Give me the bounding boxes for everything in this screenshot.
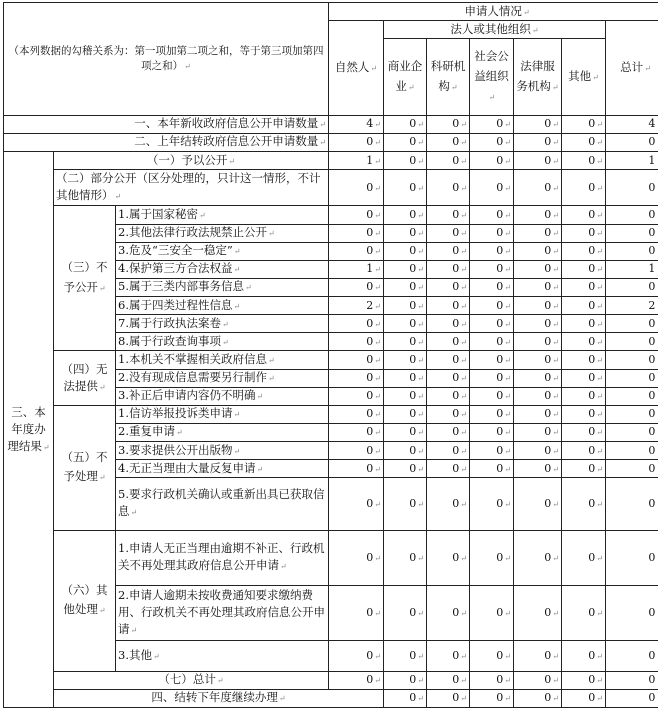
group-6-label: （六）其他处理 ↵	[54, 530, 116, 671]
cell-new-other: 0 ↵	[562, 115, 606, 133]
row-g3-3: 3.危及“三安全一稳定” ↵ 0 ↵ 0 ↵ 0 ↵ 0 ↵ 0 ↵ 0 ↵ 0 ↵	[4, 242, 658, 260]
cell-g3-4-other: 0 ↵	[562, 260, 606, 278]
cell-g7-total: 0 ↵	[606, 671, 658, 689]
cell-g4-3-other: 0 ↵	[562, 387, 606, 405]
cell-g3-4-commercial: 0 ↵	[384, 260, 427, 278]
cell-g1-legal: 0 ↵	[514, 152, 562, 170]
cell-carry-natural: 0 ↵	[329, 133, 384, 151]
cell-g3-7-legal: 0 ↵	[514, 315, 562, 333]
cell-g5-3-natural: 0 ↵	[329, 442, 384, 460]
cell-g5-5-legal: 0 ↵	[514, 478, 562, 530]
cell-g5-1-other: 0 ↵	[562, 405, 606, 423]
cell-g5-4-other: 0 ↵	[562, 460, 606, 478]
row-g6-1: （六）其他处理 ↵ 1.申请人无正当理由逾期不补正、行政机关不再处理其政府信息公开申请 ↵ 0 ↵ 0 ↵ 0 ↵ 0 ↵ 0 ↵ 0 ↵ 0 ↵	[4, 530, 658, 585]
cell-g3-6-natural: 2 ↵	[329, 297, 384, 315]
cell-g3-3-social: 0 ↵	[470, 242, 514, 260]
row-g2: （二）部分公开（区分处理的，只计这一情形，不计其他情形） ↵ 0 ↵ 0 ↵ 0 ↵ 0 ↵ 0 ↵ 0 ↵ 0 ↵	[4, 170, 658, 206]
cell-g5-2-commercial: 0 ↵	[384, 423, 427, 441]
cell-g7-legal: 0 ↵	[514, 671, 562, 689]
cell-g6-3-total: 0 ↵	[606, 641, 658, 671]
cell-g5-2-natural: 0 ↵	[329, 423, 384, 441]
cell-g2-other: 0 ↵	[562, 170, 606, 206]
cell-g3-5-other: 0 ↵	[562, 278, 606, 296]
header-research: 科研机构 ↵	[427, 39, 470, 116]
cell-g3-7-social: 0 ↵	[470, 315, 514, 333]
row-g4-1: （四）无法提供 ↵ 1.本机关不掌握相关政府信息 ↵ 0 ↵ 0 ↵ 0 ↵ 0 ↵ 0 ↵ 0 ↵ 0 ↵	[4, 351, 658, 369]
cell-g4-1-total: 0 ↵	[606, 351, 658, 369]
cell-g6-2-social: 0 ↵	[470, 586, 514, 641]
cell-g6-1-total: 0 ↵	[606, 530, 658, 585]
cell-g3-2-legal: 0 ↵	[514, 224, 562, 242]
cell-g5-3-other: 0 ↵	[562, 442, 606, 460]
cell-g2-social: 0 ↵	[470, 170, 514, 206]
cell-g5-3-social: 0 ↵	[470, 442, 514, 460]
row-g5-3: 3.要求提供公开出版物 ↵ 0 ↵ 0 ↵ 0 ↵ 0 ↵ 0 ↵ 0 ↵ 0 ↵	[4, 442, 658, 460]
cell-g5-5-total: 0 ↵	[606, 478, 658, 530]
cell-g7-commercial: 0 ↵	[384, 671, 427, 689]
cell-carry-legal: 0 ↵	[514, 133, 562, 151]
cell-g3-1-commercial: 0 ↵	[384, 206, 427, 224]
cell-g3-6-commercial: 0 ↵	[384, 297, 427, 315]
cell-g3-6-legal: 0 ↵	[514, 297, 562, 315]
cell-carry-other: 0 ↵	[562, 133, 606, 151]
cell-g3-8-research: 0 ↵	[427, 333, 470, 351]
row-g3-1: （三）不予公开 ↵ 1.属于国家秘密 ↵ 0 ↵ 0 ↵ 0 ↵ 0 ↵ 0 ↵ 0 ↵ 0 ↵	[4, 206, 658, 224]
cell-g3-3-legal: 0 ↵	[514, 242, 562, 260]
cell-new-natural: 4 ↵	[329, 115, 384, 133]
cell-g3-7-total: 0 ↵	[606, 315, 658, 333]
cell-g4-2-total: 0 ↵	[606, 369, 658, 387]
cell-g3-4-natural: 1 ↵	[329, 260, 384, 278]
cell-g5-1-social: 0 ↵	[470, 405, 514, 423]
cell-g6-3-social: 0 ↵	[470, 641, 514, 671]
row-g4-3: 3.补正后申请内容仍不明确 ↵ 0 ↵ 0 ↵ 0 ↵ 0 ↵ 0 ↵ 0 ↵ 0 ↵	[4, 387, 658, 405]
cell-g5-4-natural: 0 ↵	[329, 460, 384, 478]
header-total: 总计 ↵	[606, 21, 658, 116]
cell-g6-2-total: 0 ↵	[606, 586, 658, 641]
cell-g6-2-natural: 0 ↵	[329, 586, 384, 641]
cell-g6-2-commercial: 0 ↵	[384, 586, 427, 641]
cell-g6-2-other: 0 ↵	[562, 586, 606, 641]
cell-g4-2-commercial: 0 ↵	[384, 369, 427, 387]
group-4-label: （四）无法提供 ↵	[54, 351, 116, 405]
cell-g3-6-total: 2 ↵	[606, 297, 658, 315]
cell-g3-1-other: 0 ↵	[562, 206, 606, 224]
cell-g3-1-total: 0 ↵	[606, 206, 658, 224]
cell-g3-8-legal: 0 ↵	[514, 333, 562, 351]
cell-g2-natural: 0 ↵	[329, 170, 384, 206]
cell-g3-1-legal: 0 ↵	[514, 206, 562, 224]
cell-g4-1-research: 0 ↵	[427, 351, 470, 369]
cell-g3-8-social: 0 ↵	[470, 333, 514, 351]
cell-new-total: 4 ↵	[606, 115, 658, 133]
cell-g3-7-natural: 0 ↵	[329, 315, 384, 333]
row-g3-6: 6.属于四类过程性信息 ↵ 2 ↵ 0 ↵ 0 ↵ 0 ↵ 0 ↵ 0 ↵ 2 ↵	[4, 297, 658, 315]
cell-g6-2-research: 0 ↵	[427, 586, 470, 641]
cell-g3-3-natural: 0 ↵	[329, 242, 384, 260]
header-commercial: 商业企业 ↵	[384, 39, 427, 116]
cell-g5-5-social: 0 ↵	[470, 478, 514, 530]
cell-g3-4-social: 0 ↵	[470, 260, 514, 278]
cell-g5-1-commercial: 0 ↵	[384, 405, 427, 423]
cell-g5-5-natural: 0 ↵	[329, 478, 384, 530]
cell-g5-5-research: 0 ↵	[427, 478, 470, 530]
cell-g4-2-legal: 0 ↵	[514, 369, 562, 387]
header-legal: 法律服务机构 ↵	[514, 39, 562, 116]
cell-g3-7-research: 0 ↵	[427, 315, 470, 333]
cell-g1-other: 0 ↵	[562, 152, 606, 170]
cell-g3-3-commercial: 0 ↵	[384, 242, 427, 260]
row-g4-2: 2.没有现成信息需要另行制作 ↵ 0 ↵ 0 ↵ 0 ↵ 0 ↵ 0 ↵ 0 ↵ 0 ↵	[4, 369, 658, 387]
cell-g4-3-commercial: 0 ↵	[384, 387, 427, 405]
cell-s4-other: 0 ↵	[606, 689, 658, 707]
cell-g5-2-legal: 0 ↵	[514, 423, 562, 441]
cell-carry-social: 0 ↵	[470, 133, 514, 151]
cell-g5-1-legal: 0 ↵	[514, 405, 562, 423]
cell-g4-1-social: 0 ↵	[470, 351, 514, 369]
cell-g3-2-social: 0 ↵	[470, 224, 514, 242]
row-g3-5: 5.属于三类内部事务信息 ↵ 0 ↵ 0 ↵ 0 ↵ 0 ↵ 0 ↵ 0 ↵ 0 ↵	[4, 278, 658, 296]
cell-g3-2-commercial: 0 ↵	[384, 224, 427, 242]
cell-g3-4-research: 0 ↵	[427, 260, 470, 278]
header-applicant: 申请人情况 ↵	[329, 3, 658, 21]
cell-g3-2-natural: 0 ↵	[329, 224, 384, 242]
cell-g6-3-commercial: 0 ↵	[384, 641, 427, 671]
row-g5-1: （五）不予处理 ↵ 1.信访举报投诉类申请 ↵ 0 ↵ 0 ↵ 0 ↵ 0 ↵ 0 ↵ 0 ↵ 0 ↵	[4, 405, 658, 423]
cell-carry-commercial: 0 ↵	[384, 133, 427, 151]
group-3-label: （三）不予公开 ↵	[54, 206, 116, 351]
cell-g3-2-other: 0 ↵	[562, 224, 606, 242]
section-3-label: 三、本年度办理结果 ↵	[4, 152, 54, 708]
cell-g3-5-natural: 0 ↵	[329, 278, 384, 296]
cell-g5-4-legal: 0 ↵	[514, 460, 562, 478]
cell-g5-4-commercial: 0 ↵	[384, 460, 427, 478]
cell-g3-4-legal: 0 ↵	[514, 260, 562, 278]
header-org-group: 法人或其他组织 ↵	[384, 21, 606, 39]
cell-s4-social: 0 ↵	[514, 689, 562, 707]
cell-g6-3-legal: 0 ↵	[514, 641, 562, 671]
cell-g3-4-total: 1 ↵	[606, 260, 658, 278]
cell-g4-1-commercial: 0 ↵	[384, 351, 427, 369]
cell-g4-1-natural: 0 ↵	[329, 351, 384, 369]
cell-g1-social: 0 ↵	[470, 152, 514, 170]
cell-new-social: 0 ↵	[470, 115, 514, 133]
cell-g5-2-other: 0 ↵	[562, 423, 606, 441]
row-g6-3: 3.其他 ↵ 0 ↵ 0 ↵ 0 ↵ 0 ↵ 0 ↵ 0 ↵ 0 ↵	[4, 641, 658, 671]
cell-g3-1-natural: 0 ↵	[329, 206, 384, 224]
cell-s4-natural: 0 ↵	[384, 689, 427, 707]
cell-g3-3-total: 0 ↵	[606, 242, 658, 260]
cell-g3-3-other: 0 ↵	[562, 242, 606, 260]
cell-g6-3-research: 0 ↵	[427, 641, 470, 671]
cell-new-legal: 0 ↵	[514, 115, 562, 133]
cell-s4-commercial: 0 ↵	[427, 689, 470, 707]
cell-g4-3-legal: 0 ↵	[514, 387, 562, 405]
cell-g4-1-legal: 0 ↵	[514, 351, 562, 369]
cell-g5-2-total: 0 ↵	[606, 423, 658, 441]
cell-g6-1-research: 0 ↵	[427, 530, 470, 585]
row-g5-5: 5.要求行政机关确认或重新出具已获取信息 ↵ 0 ↵ 0 ↵ 0 ↵ 0 ↵ 0 ↵ 0 ↵ 0 ↵	[4, 478, 658, 530]
cell-g2-commercial: 0 ↵	[384, 170, 427, 206]
row-carry: 二、上年结转政府信息公开申请数量 ↵ 0 ↵ 0 ↵ 0 ↵ 0 ↵ 0 ↵ 0 ↵ 0 ↵	[4, 133, 658, 151]
cell-new-research: 0 ↵	[427, 115, 470, 133]
row-g6-2: 2.申请人逾期未按收费通知要求缴纳费用、行政机关不再处理其政府信息公开申请 ↵ 0 ↵ 0 ↵ 0 ↵ 0 ↵ 0 ↵ 0 ↵ 0 ↵	[4, 586, 658, 641]
cell-g6-1-commercial: 0 ↵	[384, 530, 427, 585]
row-g3-8: 8.属于行政查询事项 ↵ 0 ↵ 0 ↵ 0 ↵ 0 ↵ 0 ↵ 0 ↵ 0 ↵	[4, 333, 658, 351]
cell-g3-5-commercial: 0 ↵	[384, 278, 427, 296]
cell-g4-3-research: 0 ↵	[427, 387, 470, 405]
cell-g5-4-research: 0 ↵	[427, 460, 470, 478]
cell-g5-3-legal: 0 ↵	[514, 442, 562, 460]
cell-g3-1-research: 0 ↵	[427, 206, 470, 224]
cell-g6-3-other: 0 ↵	[562, 641, 606, 671]
cell-new-commercial: 0 ↵	[384, 115, 427, 133]
cell-g4-2-natural: 0 ↵	[329, 369, 384, 387]
cell-g4-2-other: 0 ↵	[562, 369, 606, 387]
cell-g6-1-other: 0 ↵	[562, 530, 606, 585]
header-social: 社会公益组织 ↵	[470, 39, 514, 116]
cell-g4-2-research: 0 ↵	[427, 369, 470, 387]
header-note-text: （本列数据的勾稽关系为：第一项加第二项之和，等于第三项加第四项之和） ↵	[9, 45, 324, 72]
cell-g3-2-research: 0 ↵	[427, 224, 470, 242]
header-note	[4, 3, 329, 116]
cell-g3-6-research: 0 ↵	[427, 297, 470, 315]
row-s4: 四、结转下年度继续办理 ↵ 0 ↵ 0 ↵ 0 ↵ 0 ↵ 0 ↵ 0 ↵	[4, 689, 658, 707]
cell-s4-research: 0 ↵	[470, 689, 514, 707]
group-5-label: （五）不予处理 ↵	[54, 405, 116, 530]
row-new: 一、本年新收政府信息公开申请数量 ↵ 4 ↵ 0 ↵ 0 ↵ 0 ↵ 0 ↵ 0 ↵ 4 ↵	[4, 115, 658, 133]
cell-g7-social: 0 ↵	[470, 671, 514, 689]
cell-g2-legal: 0 ↵	[514, 170, 562, 206]
cell-carry-research: 0 ↵	[427, 133, 470, 151]
cell-g7-other: 0 ↵	[562, 671, 606, 689]
cell-g5-2-social: 0 ↵	[470, 423, 514, 441]
cell-g1-commercial: 0 ↵	[384, 152, 427, 170]
cell-g5-3-total: 0 ↵	[606, 442, 658, 460]
cell-g4-1-other: 0 ↵	[562, 351, 606, 369]
cell-s4-legal: 0 ↵	[562, 689, 606, 707]
row-g3-4: 4.保护第三方合法权益 ↵ 1 ↵ 0 ↵ 0 ↵ 0 ↵ 0 ↵ 0 ↵ 1 ↵	[4, 260, 658, 278]
cell-g3-5-social: 0 ↵	[470, 278, 514, 296]
cell-g3-8-commercial: 0 ↵	[384, 333, 427, 351]
cell-g6-2-legal: 0 ↵	[514, 586, 562, 641]
header-other: 其他 ↵	[562, 39, 606, 116]
cell-g5-3-commercial: 0 ↵	[384, 442, 427, 460]
row-g7: （七）总计 ↵ 0 ↵ 0 ↵ 0 ↵ 0 ↵ 0 ↵ 0 ↵ 0 ↵	[4, 671, 658, 689]
cell-g3-8-other: 0 ↵	[562, 333, 606, 351]
cell-g5-1-total: 0 ↵	[606, 405, 658, 423]
row-g5-4: 4.无正当理由大量反复申请 ↵ 0 ↵ 0 ↵ 0 ↵ 0 ↵ 0 ↵ 0 ↵ 0 ↵	[4, 460, 658, 478]
cell-g4-2-social: 0 ↵	[470, 369, 514, 387]
cell-g3-7-commercial: 0 ↵	[384, 315, 427, 333]
cell-g3-5-legal: 0 ↵	[514, 278, 562, 296]
header-natural-person: 自然人 ↵	[329, 21, 384, 116]
cell-g5-1-natural: 0 ↵	[329, 405, 384, 423]
cell-carry-total: 0 ↵	[606, 133, 658, 151]
cell-g3-6-other: 0 ↵	[562, 297, 606, 315]
cell-g6-1-natural: 0 ↵	[329, 530, 384, 585]
cell-g3-2-total: 0 ↵	[606, 224, 658, 242]
row-g3-7: 7.属于行政执法案卷 ↵ 0 ↵ 0 ↵ 0 ↵ 0 ↵ 0 ↵ 0 ↵ 0 ↵	[4, 315, 658, 333]
cell-g5-4-social: 0 ↵	[470, 460, 514, 478]
cell-g3-5-total: 0 ↵	[606, 278, 658, 296]
cell-g6-1-legal: 0 ↵	[514, 530, 562, 585]
cell-g1-natural: 1 ↵	[329, 152, 384, 170]
cell-g5-2-research: 0 ↵	[427, 423, 470, 441]
cell-g5-5-other: 0 ↵	[562, 478, 606, 530]
disclosure-statistics-table	[3, 2, 658, 708]
cell-g4-3-social: 0 ↵	[470, 387, 514, 405]
row-g3-2: 2.其他法律行政法规禁止公开 ↵ 0 ↵ 0 ↵ 0 ↵ 0 ↵ 0 ↵ 0 ↵ 0 ↵	[4, 224, 658, 242]
cell-g3-5-research: 0 ↵	[427, 278, 470, 296]
row-g1: 三、本年度办理结果 ↵ （一）予以公开 ↵ 1 ↵ 0 ↵ 0 ↵ 0 ↵ 0 ↵ 0 ↵ 1 ↵	[4, 152, 658, 170]
cell-g3-7-other: 0 ↵	[562, 315, 606, 333]
row-g5-2: 2.重复申请 ↵ 0 ↵ 0 ↵ 0 ↵ 0 ↵ 0 ↵ 0 ↵ 0 ↵	[4, 423, 658, 441]
cell-g3-8-total: 0 ↵	[606, 333, 658, 351]
cell-g6-1-social: 0 ↵	[470, 530, 514, 585]
cell-g7-natural: 0 ↵	[329, 671, 384, 689]
cell-g4-3-natural: 0 ↵	[329, 387, 384, 405]
cell-g1-total: 1 ↵	[606, 152, 658, 170]
cell-g7-research: 0 ↵	[427, 671, 470, 689]
cell-g3-8-natural: 0 ↵	[329, 333, 384, 351]
cell-g5-1-research: 0 ↵	[427, 405, 470, 423]
cell-g5-4-total: 0 ↵	[606, 460, 658, 478]
cell-g6-3-natural: 0 ↵	[329, 641, 384, 671]
cell-g1-research: 0 ↵	[427, 152, 470, 170]
cell-g3-3-research: 0 ↵	[427, 242, 470, 260]
cell-g3-1-social: 0 ↵	[470, 206, 514, 224]
cell-g4-3-total: 0 ↵	[606, 387, 658, 405]
cell-g2-research: 0 ↵	[427, 170, 470, 206]
cell-g5-5-commercial: 0 ↵	[384, 478, 427, 530]
cell-g2-total: 0 ↵	[606, 170, 658, 206]
cell-g3-6-social: 0 ↵	[470, 297, 514, 315]
cell-g5-3-research: 0 ↵	[427, 442, 470, 460]
